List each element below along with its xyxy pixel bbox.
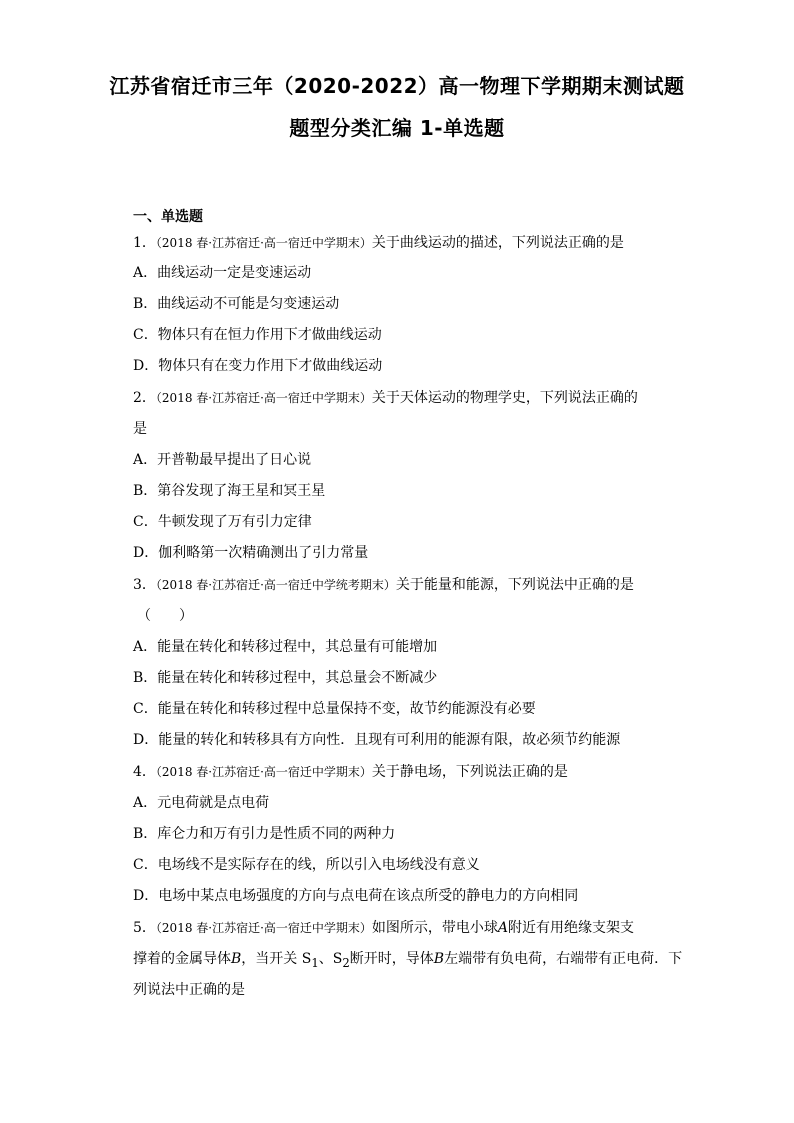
question-3-answer-blank: （ ） bbox=[137, 608, 193, 624]
question-3-option-d: D．能量的转化和转移具有方向性．且现有可利用的能源有限，故必须节约能源 bbox=[133, 732, 621, 748]
question-2-option-d: D．伽利略第一次精确测出了引力常量 bbox=[133, 545, 369, 561]
question-1-option-c: C．物体只有在恒力作用下才做曲线运动 bbox=[133, 327, 382, 343]
question-2-stem-cont: 是 bbox=[133, 421, 147, 437]
section-heading: 一、单选题 bbox=[133, 209, 203, 225]
question-3-option-c: C．能量在转化和转移过程中总量保持不变，故节约能源没有必要 bbox=[133, 701, 536, 717]
question-2-option-b: B．第谷发现了海王星和冥王星 bbox=[133, 483, 326, 499]
question-4-option-d: D．电场中某点电场强度的方向与点电荷在该点所受的静电力的方向相同 bbox=[133, 888, 579, 904]
question-4-option-c: C．电场线不是实际存在的线，所以引入电场线没有意义 bbox=[133, 857, 480, 873]
question-2-stem: 2．（2018 春·江苏宿迁·高一宿迁中学期末）关于天体运动的物理学史，下列说法正确的 bbox=[133, 390, 638, 406]
question-4-option-b: B．库仑力和万有引力是性质不同的两种力 bbox=[133, 826, 396, 842]
question-4-stem: 4．（2018 春·江苏宿迁·高一宿迁中学期末）关于静电场，下列说法正确的是 bbox=[133, 764, 568, 780]
question-5-stem-line-3: 列说法中正确的是 bbox=[133, 982, 245, 998]
question-5-stem: 5．（2018 春·江苏宿迁·高一宿迁中学期末）如图所示，带电小球A附近有用绝缘支架支 bbox=[133, 920, 635, 936]
question-1-option-b: B．曲线运动不可能是匀变速运动 bbox=[133, 296, 340, 312]
title-line-1: 江苏省宿迁市三年（2020-2022）高一物理下学期期末测试题 bbox=[109, 74, 685, 98]
question-1-option-d: D．物体只有在变力作用下才做曲线运动 bbox=[133, 358, 383, 374]
question-2-option-a: A．开普勒最早提出了日心说 bbox=[133, 452, 312, 468]
question-2-option-c: C．牛顿发现了万有引力定律 bbox=[133, 514, 312, 530]
question-3-option-b: B．能量在转化和转移过程中，其总量会不断减少 bbox=[133, 670, 438, 686]
question-1-stem: 1．（2018 春·江苏宿迁·高一宿迁中学期末）关于曲线运动的描述，下列说法正确的是 bbox=[133, 235, 624, 251]
title-line-2: 题型分类汇编 1-单选题 bbox=[289, 116, 505, 140]
question-4-option-a: A．元电荷就是点电荷 bbox=[133, 795, 270, 811]
question-5-stem-line-2: 撑着的金属导体B，当开关 $S_1$、$S_2$断开时，导体B左端带有负电荷，右端带有正电荷．下 bbox=[133, 951, 683, 970]
question-3-stem: 3．（2018 春·江苏宿迁·高一宿迁中学统考期末）关于能量和能源，下列说法中正确的是 bbox=[133, 577, 634, 593]
question-3-option-a: A．能量在转化和转移过程中，其总量有可能增加 bbox=[133, 639, 438, 655]
question-1-option-a: A．曲线运动一定是变速运动 bbox=[133, 265, 312, 281]
